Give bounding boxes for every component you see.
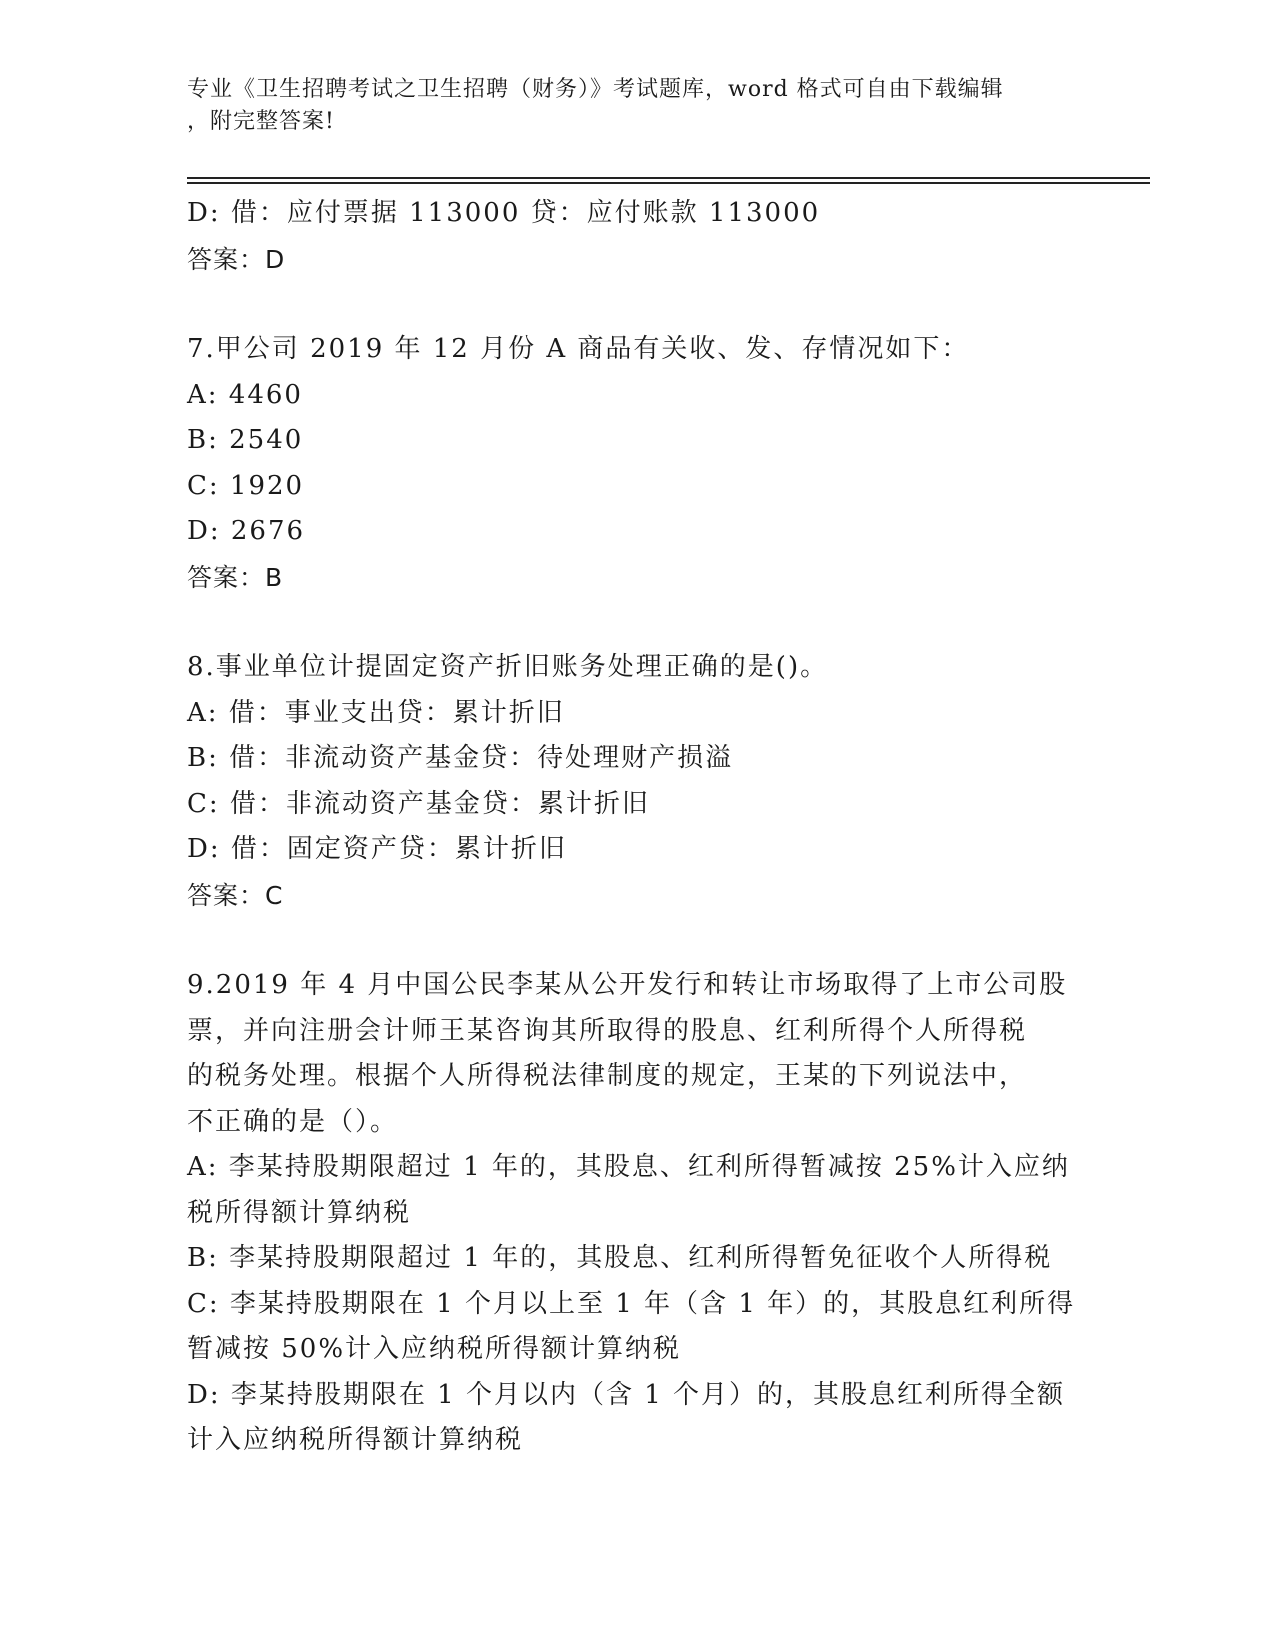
option-d-line: D: 李某持股期限在 1 个月以内（含 1 个月）的，其股息红利所得全额 (187, 1379, 1066, 1410)
question-text-line: 票，并向注册会计师王某咨询其所取得的股息、红利所得个人所得税 (187, 1015, 1028, 1046)
question-text: 8.事业单位计提固定资产折旧账务处理正确的是()。 (187, 652, 829, 682)
option-a: A: 借：事业支出贷：累计折旧 (187, 697, 565, 728)
option-c-line: C: 李某持股期限在 1 个月以上至 1 年（含 1 年）的，其股息红利所得 (187, 1288, 1076, 1319)
option-d: D: 2676 (187, 516, 306, 546)
option-b-line: B: 李某持股期限超过 1 年的，其股息、红利所得暂免征收个人所得税 (187, 1243, 1053, 1273)
question-8 (187, 645, 1067, 918)
option-c: C: 借：非流动资产基金贷：累计折旧 (187, 788, 650, 819)
option-d: D: 借：应付票据 113000 贷：应付账款 113000 (187, 198, 821, 228)
answer: 答案：C (187, 880, 284, 910)
option-a: A: 4460 (187, 379, 303, 410)
header-line-1: 专业《卫生招聘考试之卫生招聘（财务）》考试题库，word 格式可自由下载编辑 (187, 77, 1004, 102)
header-divider-top (187, 177, 1150, 179)
option-c: C: 1920 (187, 470, 305, 501)
question-7 (187, 327, 1067, 600)
option-d: D: 借：固定资产贷：累计折旧 (187, 834, 567, 864)
header-divider-bottom (187, 182, 1150, 184)
option-c-line: 暂减按 50%计入应纳税所得额计算纳税 (187, 1334, 682, 1364)
answer: 答案：B (187, 562, 284, 592)
question-content (187, 191, 1076, 1464)
question-text-line: 9.2019 年 4 月中国公民李某从公开发行和转让市场取得了上市公司股 (187, 970, 1068, 1000)
header-line-2: ，附完整答案! (187, 109, 335, 134)
answer: 答案：D (187, 244, 286, 274)
document-header (187, 74, 1067, 138)
question-9 (187, 963, 1076, 1464)
question-text: 7.甲公司 2019 年 12 月份 A 商品有关收、发、存情况如下： (187, 334, 970, 364)
question-text-line: 的税务处理。根据个人所得税法律制度的规定，王某的下列说法中， (187, 1061, 1028, 1091)
option-b: B: 借：非流动资产基金贷：待处理财产损溢 (187, 743, 734, 773)
option-a-line: 税所得额计算纳税 (187, 1197, 412, 1228)
option-d-line: 计入应纳税所得额计算纳税 (187, 1425, 524, 1455)
option-b: B: 2540 (187, 425, 304, 455)
question-6-tail (187, 191, 1067, 282)
option-a-line: A: 李某持股期限超过 1 年的，其股息、红利所得暂减按 25%计入应纳 (187, 1152, 1070, 1182)
question-text-line: 不正确的是（）。 (187, 1106, 399, 1137)
